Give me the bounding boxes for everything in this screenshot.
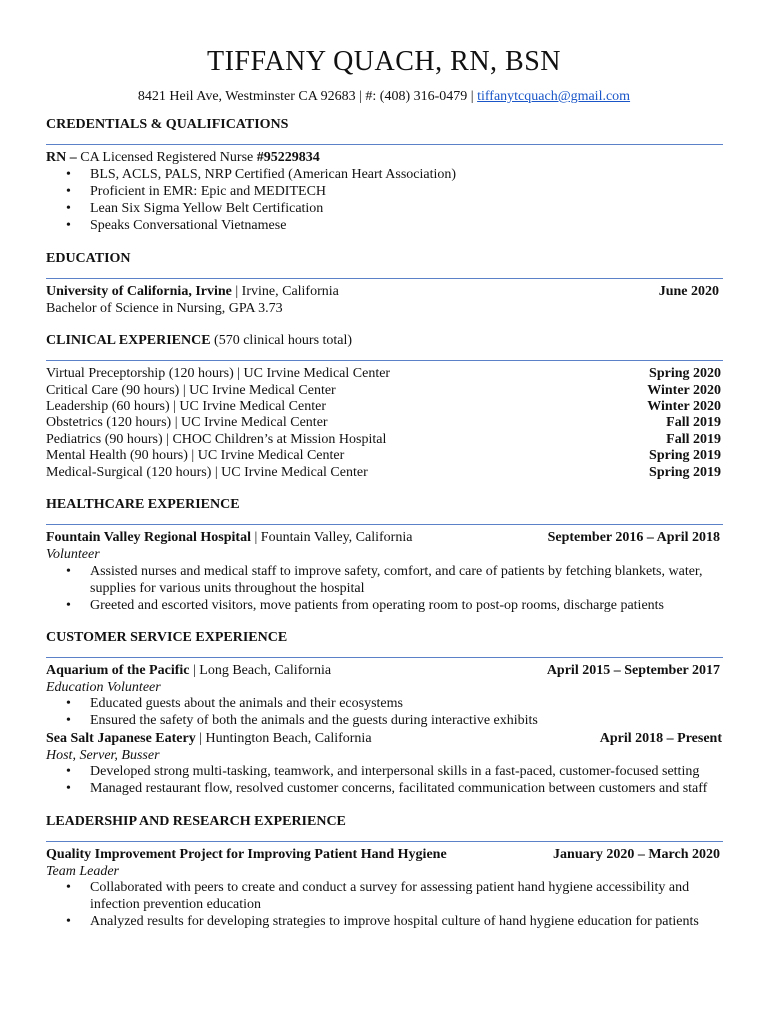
rotation-date: Spring 2020 [649,366,721,381]
section-title-clinical [46,332,723,350]
section-divider [46,657,723,658]
job-dates: September 2016 – April 2018 [547,530,720,545]
table-row [46,431,723,448]
school-location: | Irvine, California [231,284,339,299]
credentials-list [46,166,723,234]
healthcare-section [46,496,723,613]
rotation-name: Virtual Preceptorship (120 hours) | UC Irvine Medical Center [46,366,391,381]
table-row [46,464,723,481]
education-row [46,283,723,300]
leadership-bullets [46,879,706,930]
contact-details: 8421 Heil Ave, Westminster CA 92683 | #: (408) 316-0479 | [137,89,478,104]
school-name: University of California, Irvine [46,284,232,299]
credentials-section [46,116,723,233]
job-role: Education Volunteer [46,680,161,695]
list-item: • Assisted nurses and medical staff to improve safety, comfort, and care of patients by fetching blankets, water, supplies for various units throughout the hospital [46,563,706,597]
job-dates: April 2018 – Present [599,731,722,746]
rotation-name: Obstetrics (120 hours) | UC Irvine Medical Center [46,415,328,430]
clinical-section [46,332,723,480]
job-role-row [46,863,723,880]
organization-name: Sea Salt Japanese Eatery [46,731,196,746]
rotation-name: Mental Health (90 hours) | UC Irvine Medical Center [46,448,345,463]
table-row [46,382,723,399]
healthcare-bullets [46,563,706,614]
job-role: Host, Server, Busser [46,748,160,763]
rotation-date: Spring 2019 [649,465,721,480]
job-header [46,730,723,747]
clinical-title: CLINICAL EXPERIENCE [46,333,211,348]
rn-label: RN – [46,150,77,165]
job-role-row [46,546,723,563]
section-divider [46,841,723,842]
job-header [46,846,723,863]
section-divider [46,278,723,279]
table-row [46,447,723,464]
list-item: • Ensured the safety of both the animals and the guests during interactive exhibits [46,712,723,729]
organization-location: | Long Beach, California [189,663,332,678]
list-item: • Educated guests about the animals and their ecosystems [46,695,723,712]
job-header [46,529,723,546]
contact-line [0,89,768,105]
rotation-name: Leadership (60 hours) | UC Irvine Medical Center [46,399,326,414]
section-divider [46,524,723,525]
rotation-name: Pediatrics (90 hours) | CHOC Children’s at Mission Hospital [46,432,387,447]
section-title-customer-service: CUSTOMER SERVICE EXPERIENCE [46,630,288,645]
aquarium-bullets [46,695,723,729]
list-item: • Greeted and escorted visitors, move patients from operating room to post-op rooms, discharge patients [46,597,706,614]
email-link[interactable]: tiffanytcquach@gmail.com [477,89,631,104]
organization-location: | Fountain Valley, California [250,530,413,545]
graduation-date: June 2020 [658,284,719,299]
organization-name: Aquarium of the Pacific [46,663,190,678]
list-item: • Collaborated with peers to create and conduct a survey for assessing patient hand hygiene accessibility and infection prevention education [46,879,706,913]
degree: Bachelor of Science in Nursing, GPA 3.73 [46,301,283,316]
rn-license-line [46,149,723,166]
list-item: • BLS, ACLS, PALS, NRP Certified (American Heart Association) [46,166,723,183]
table-row [46,365,723,382]
rotation-date: Fall 2019 [666,432,721,447]
section-divider [46,144,723,145]
job-role: Volunteer [46,547,100,562]
customer-service-section [46,629,723,796]
rn-number: #95229834 [256,150,320,165]
list-item: • Speaks Conversational Vietnamese [46,217,723,234]
list-item: • Managed restaurant flow, resolved customer concerns, facilitated communication between customers and staff [46,780,723,797]
section-title-healthcare: HEALTHCARE EXPERIENCE [46,497,240,512]
degree-row [46,300,723,317]
rn-text: CA Licensed Registered Nurse [76,150,257,165]
rotation-date: Spring 2019 [649,448,721,463]
list-item: • Proficient in EMR: Epic and MEDITECH [46,183,723,200]
list-item: • Developed strong multi-tasking, teamwork, and interpersonal skills in a fast-paced, customer-focused setting [46,763,723,780]
education-section [46,250,723,316]
rotation-date: Winter 2020 [647,399,721,414]
organization-location: | Huntington Beach, California [195,731,372,746]
job-dates: April 2015 – September 2017 [546,663,720,678]
rotation-name: Critical Care (90 hours) | UC Irvine Medical Center [46,383,336,398]
candidate-name: TIFFANY QUACH, RN, BSN [206,46,562,77]
table-row [46,414,723,431]
restaurant-bullets [46,763,723,797]
organization-name: Fountain Valley Regional Hospital [46,530,251,545]
section-title-credentials: CREDENTIALS & QUALIFICATIONS [46,117,289,132]
list-item: • Analyzed results for developing strategies to improve hospital culture of hand hygiene education for patients [46,913,706,930]
job-dates: January 2020 – March 2020 [553,847,720,862]
leadership-section [46,813,723,929]
project-name: Quality Improvement Project for Improving Patient Hand Hygiene [46,847,447,862]
job-role: Team Leader [46,864,119,879]
section-title-education: EDUCATION [46,251,131,266]
job-header [46,662,723,679]
rotation-date: Fall 2019 [666,415,721,430]
rotation-name: Medical-Surgical (120 hours) | UC Irvine Medical Center [46,465,368,480]
list-item: • Lean Six Sigma Yellow Belt Certification [46,200,723,217]
table-row [46,398,723,415]
clinical-note: (570 clinical hours total) [210,333,353,348]
section-divider [46,360,723,361]
section-title-leadership: LEADERSHIP AND RESEARCH EXPERIENCE [46,814,346,829]
rotation-date: Winter 2020 [647,383,721,398]
job-role-row [46,679,723,696]
job-role-row [46,747,723,764]
